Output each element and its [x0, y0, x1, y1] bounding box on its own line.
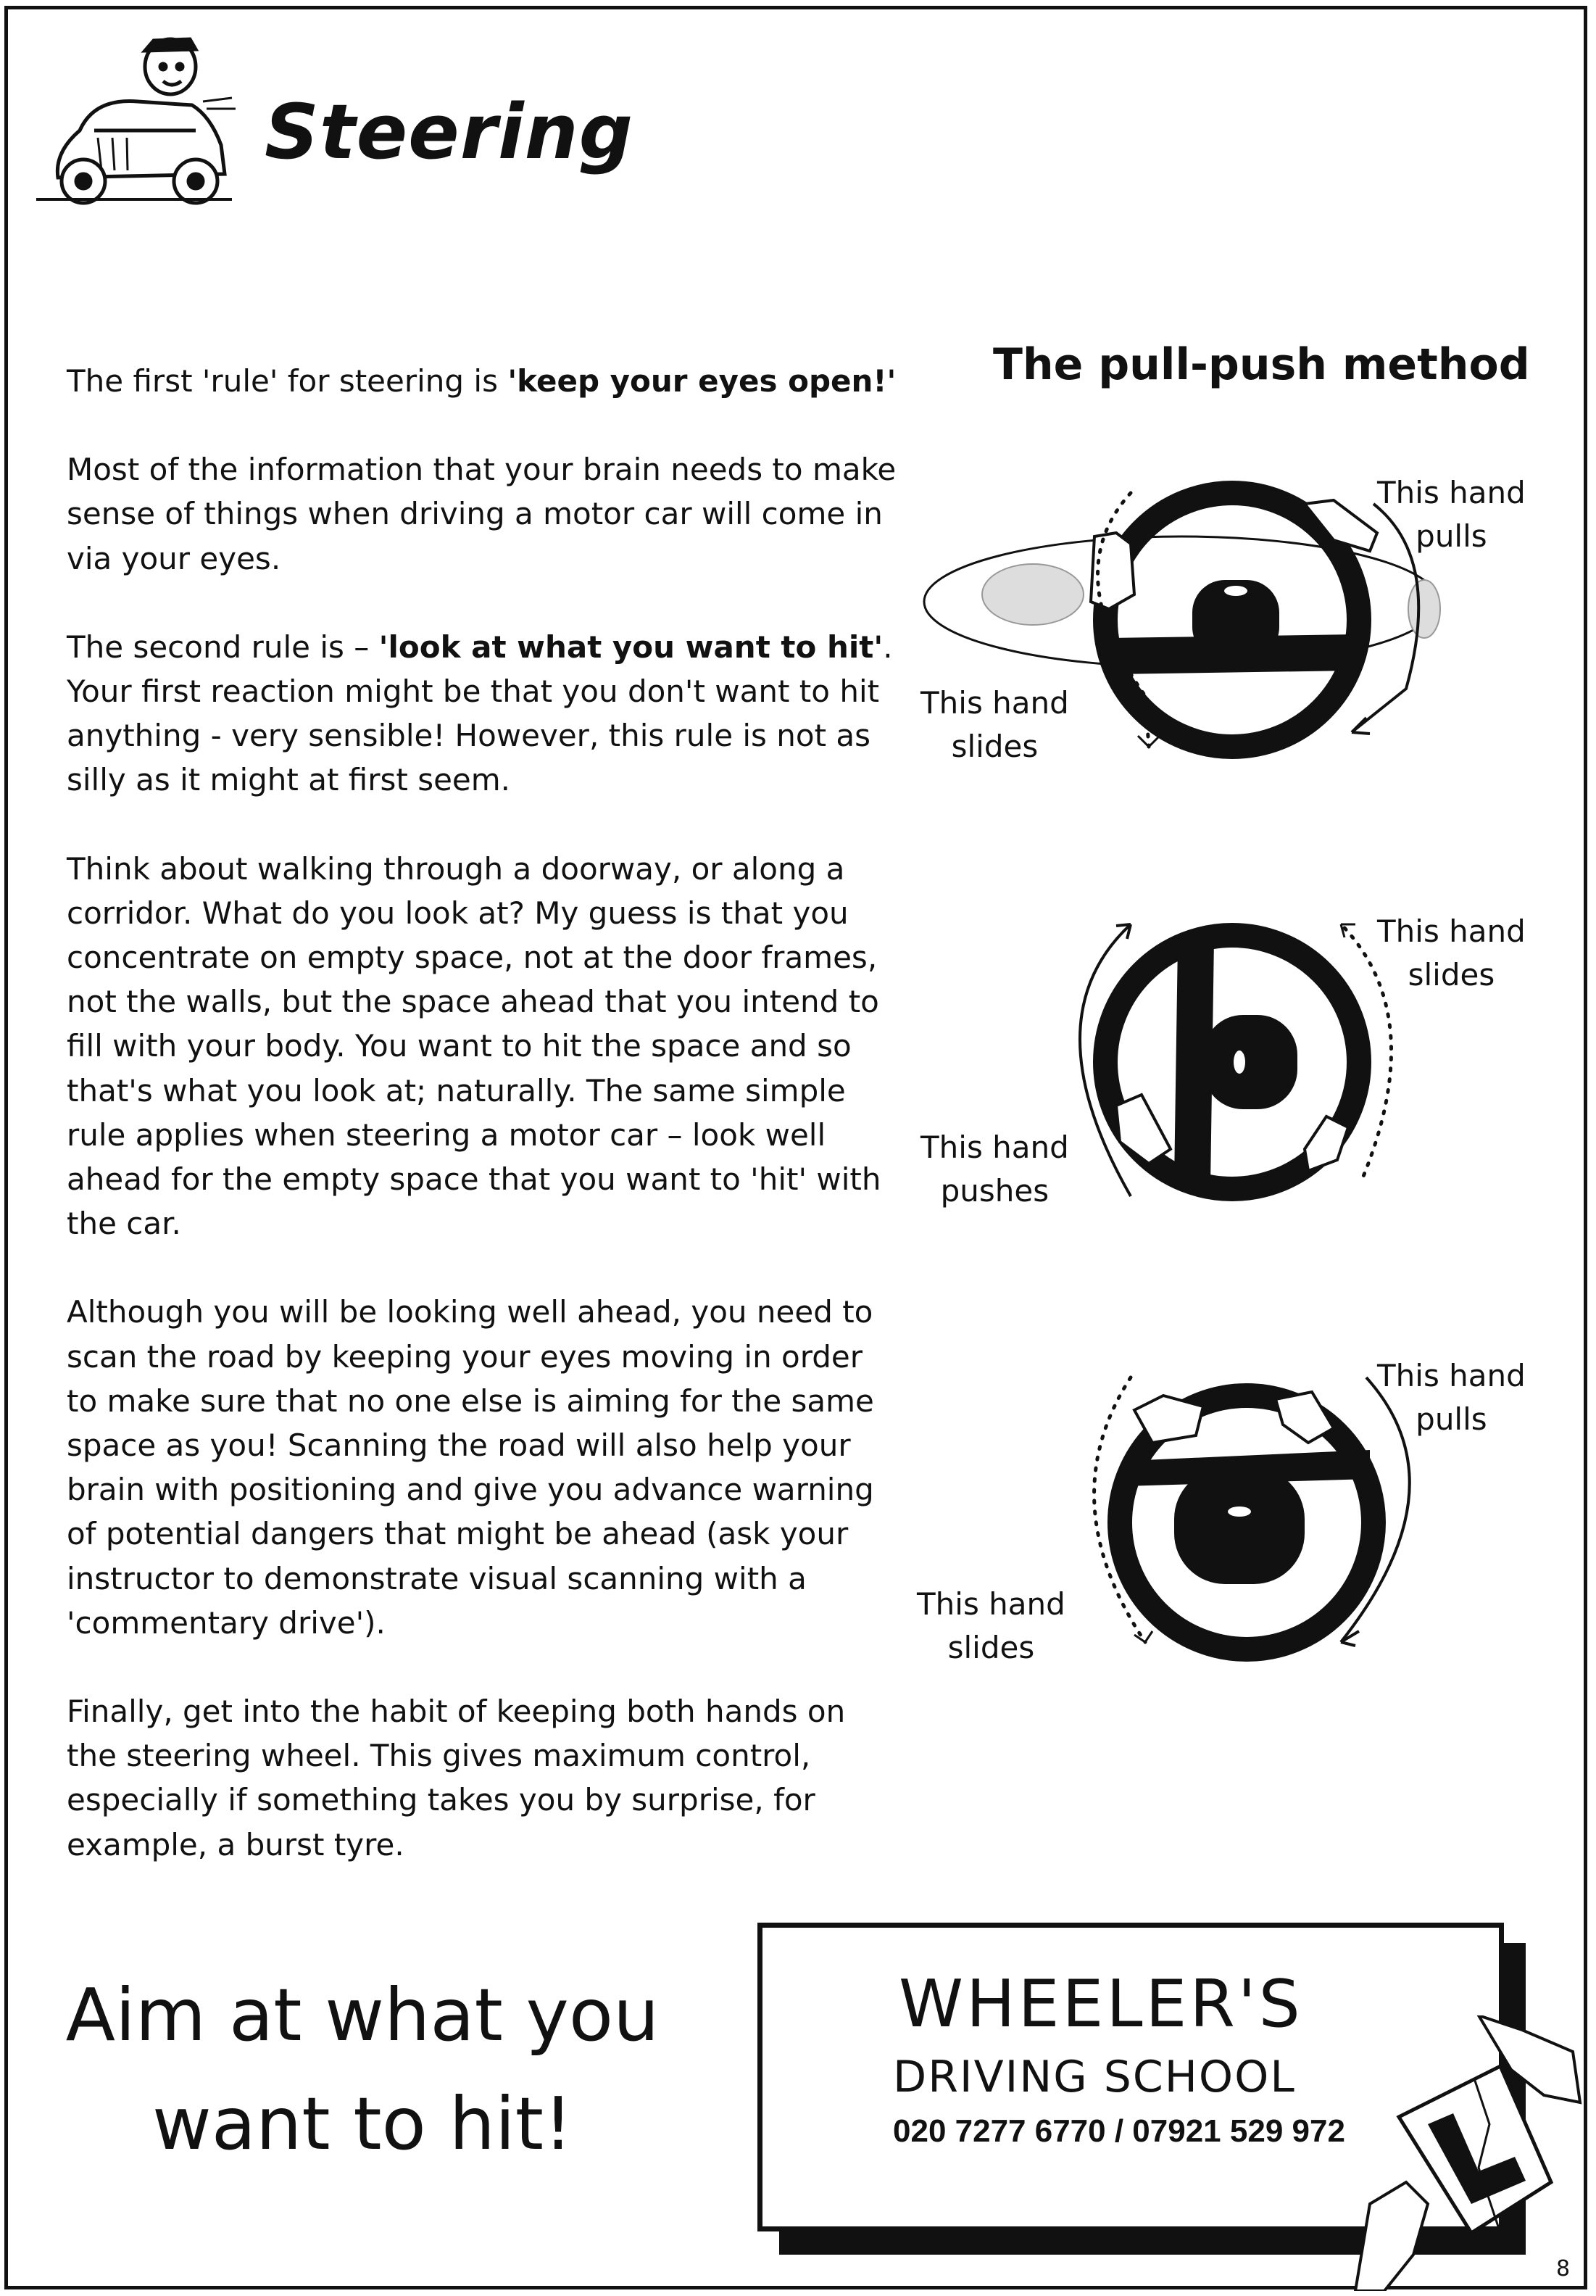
label-w1-slides: This hand slides — [920, 685, 1069, 764]
paragraph-2: Most of the information that your brain needs to make sense of things when driving a motor car will come in via your eyes. — [67, 452, 897, 576]
paragraph-4: Think about walking through a doorway, or along a corridor. What do you look at? My guess is that you concentrate on empty space, not at the door frames, not the walls, but the space ahead that you intend to fill with your body. You want to hit the space and so that's what you look at; naturally. The same simple rule applies when steering a motor car – look well ahead for the empty space that you want to 'hit' with the car. — [67, 850, 881, 1242]
paragraph-1-bold: 'keep your eyes open!' — [507, 363, 897, 399]
advert-phone: 020 7277 6770 / 07921 529 972 — [893, 2113, 1345, 2149]
paragraph-3-text: The second rule is – — [67, 629, 379, 665]
paragraph-6: Finally, get into the habit of keeping both hands on the steering wheel. This gives maximum control, especially if something takes you by surprise, for example, a burst tyre. — [67, 1694, 846, 1862]
paragraph-1-text: The first 'rule' for steering is — [67, 363, 508, 399]
diagram-title: The pull-push method — [993, 339, 1530, 390]
paragraph-3-rest: . Your first reaction might be that you don't want to hit anything - very sensible! However, this rule is not as silly as it might at first seem. — [67, 629, 893, 798]
label-w3-slides: This hand slides — [917, 1586, 1065, 1665]
label-w3-pulls: This hand pulls — [1377, 1358, 1526, 1437]
label-w2-slides: This hand slides — [1377, 913, 1526, 992]
paragraph-3-bold: 'look at what you want to hit' — [378, 629, 884, 665]
page-number: 8 — [1556, 2256, 1571, 2282]
slogan: Aim at what you want to hit! — [65, 1973, 660, 2166]
label-w1-pulls: This hand pulls — [1377, 475, 1526, 554]
torn-l-plate-icon — [1283, 2015, 1587, 2291]
page-title: Steering — [265, 88, 634, 176]
body-text — [67, 359, 900, 1911]
label-w2-pushes: This hand pushes — [920, 1130, 1069, 1209]
cartoon-car-logo — [29, 29, 239, 207]
advert-subtitle: DRIVING SCHOOL — [893, 2052, 1296, 2102]
paragraph-1 — [67, 359, 900, 403]
paragraph-3 — [67, 625, 900, 803]
paragraph-5: Although you will be looking well ahead, you need to scan the road by keeping your eyes moving in order to make sure that no one else is aiming for the same space as you! Scanning the road will also help your brain with positioning and give you advance warning of potential dangers that might be ahead (ask your instructor to demonstrate visual scanning with a 'commentary drive'). — [67, 1294, 874, 1641]
advert-name: WHEELER'S — [899, 1966, 1303, 2042]
airbag-label-1: SRS — [1243, 681, 1263, 693]
